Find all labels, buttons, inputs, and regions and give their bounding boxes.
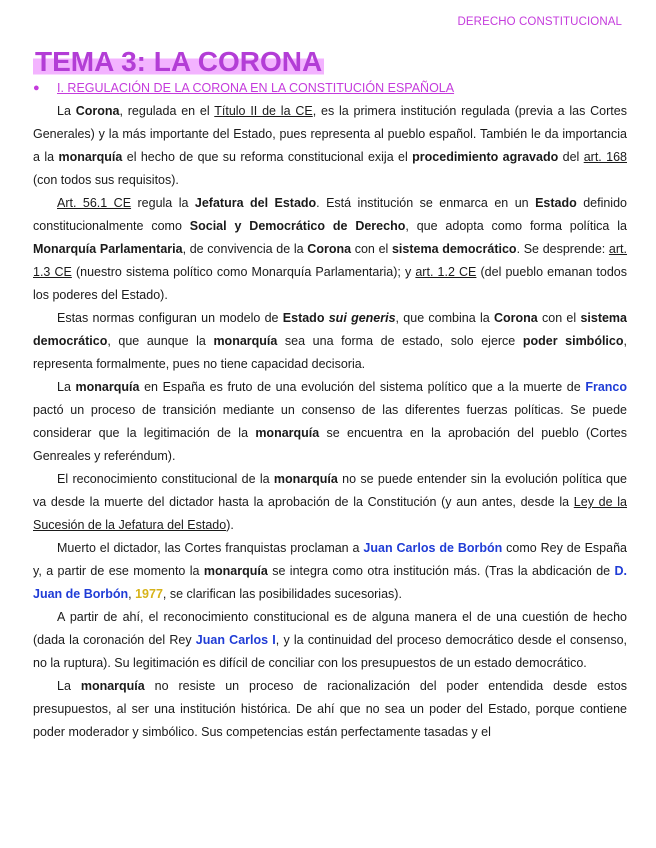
name-franco: Franco bbox=[585, 380, 627, 394]
ref-art-56-1: Art. 56.1 CE bbox=[57, 196, 132, 210]
ref-art-168: art. 168 bbox=[583, 150, 627, 164]
bullet-icon: ● bbox=[33, 82, 40, 94]
ref-art-1-3: art. 1.3 CE bbox=[33, 242, 627, 279]
name-juan-carlos-i: Juan Carlos I bbox=[195, 633, 276, 647]
title-highlight: TEMA 3: LA CORONA bbox=[35, 46, 323, 77]
paragraph-8: La monarquía no resiste un proceso de racionalización del poder entendida desde estos presupuestos, al ser una institución histórica. De ahí que no sea un poder del Estado, porque contiene poder moderador y simbólico. Sus competencias están perfectamente tasadas y el bbox=[33, 679, 627, 739]
document-body bbox=[33, 100, 627, 744]
section-heading bbox=[33, 80, 633, 97]
name-juan-carlos-de-borbon: Juan Carlos de Borbón bbox=[363, 541, 503, 555]
paragraph-1: La Corona, regulada en el Título II de la CE, es la primera institución regulada (previa a las Cortes Generales) y la más importante del Estado, pues representa al pueblo español. También le da importancia a la monarquía el hecho de que su reforma constitucional exija el procedimiento agravado del art. 168 (con todos sus requisitos). bbox=[33, 104, 627, 187]
paragraph-4: La monarquía en España es fruto de una evolución del sistema político que a la muerte de Franco pactó un proceso de transición mediante un consenso de las diferentes fuerzas políticas. Se puede considerar que la legitimación de la monarquía se encuentra en la aprobación del pueblo (Cortes Genreales y referéndum). bbox=[33, 380, 628, 463]
paragraph-5: El reconocimiento constitucional de la monarquía no se puede entender sin la evolución política que va desde la muerte del dictador hasta la aprobación de la Constitución (y aun antes, desde la Ley de la Sucesión de la Jefatura del Estado). bbox=[33, 472, 628, 532]
year-1977: 1977 bbox=[135, 587, 163, 601]
paragraph-3: Estas normas configuran un modelo de Estado sui generis, que combina la Corona con el sistema democrático, que aunque la monarquía sea una forma de estado, solo ejerce poder simbólico, representa formalmente, pues no tiene capacidad decisoria. bbox=[33, 311, 627, 371]
course-header: DERECHO CONSTITUCIONAL bbox=[457, 16, 622, 28]
ref-art-1-2: art. 1.2 CE bbox=[415, 265, 477, 279]
section-heading-text: I. REGULACIÓN DE LA CORONA EN LA CONSTITUCIÓN ESPAÑOLA bbox=[57, 81, 455, 95]
page-title bbox=[33, 44, 324, 80]
paragraph-6: Muerto el dictador, las Cortes franquistas proclaman a Juan Carlos de Borbón como Rey de España y, a partir de ese momento la monarquía se integra como otra institución más. (Tras la abdicación de D. Juan de Borbón, 1977, se clarifican las posibilidades sucesorias). bbox=[33, 541, 627, 601]
ref-titulo-ii: Título II de la CE bbox=[214, 104, 313, 118]
paragraph-2: Art. 56.1 CE regula la Jefatura del Estado. Está institución se enmarca en un Estado definido constitucionalmente como Social y Democrático de Derecho, que adopta como forma política la Monarquía Parlamentaria, de convivencia de la Corona con el sistema democrático. Se desprende: art. 1.3 CE (nuestro sistema político como Monarquía Parlamentaria); y art. 1.2 CE (del pueblo emanan todos los poderes del Estado). bbox=[33, 196, 628, 302]
name-d-juan-de-borbon: D. Juan de Borbón bbox=[33, 564, 627, 601]
ref-ley-sucesion: Ley de la Sucesión de la Jefatura del Estado bbox=[33, 495, 628, 532]
paragraph-7: A partir de ahí, el reconocimiento constitucional es de alguna manera el de una cuestión de hecho (dada la coronación del Rey Juan Carlos I, y la continuidad del proceso democrático desde el consenso, no la ruptura). Su legitimación es difícil de conciliar con los presupuestos de un estado democrático. bbox=[33, 610, 628, 670]
